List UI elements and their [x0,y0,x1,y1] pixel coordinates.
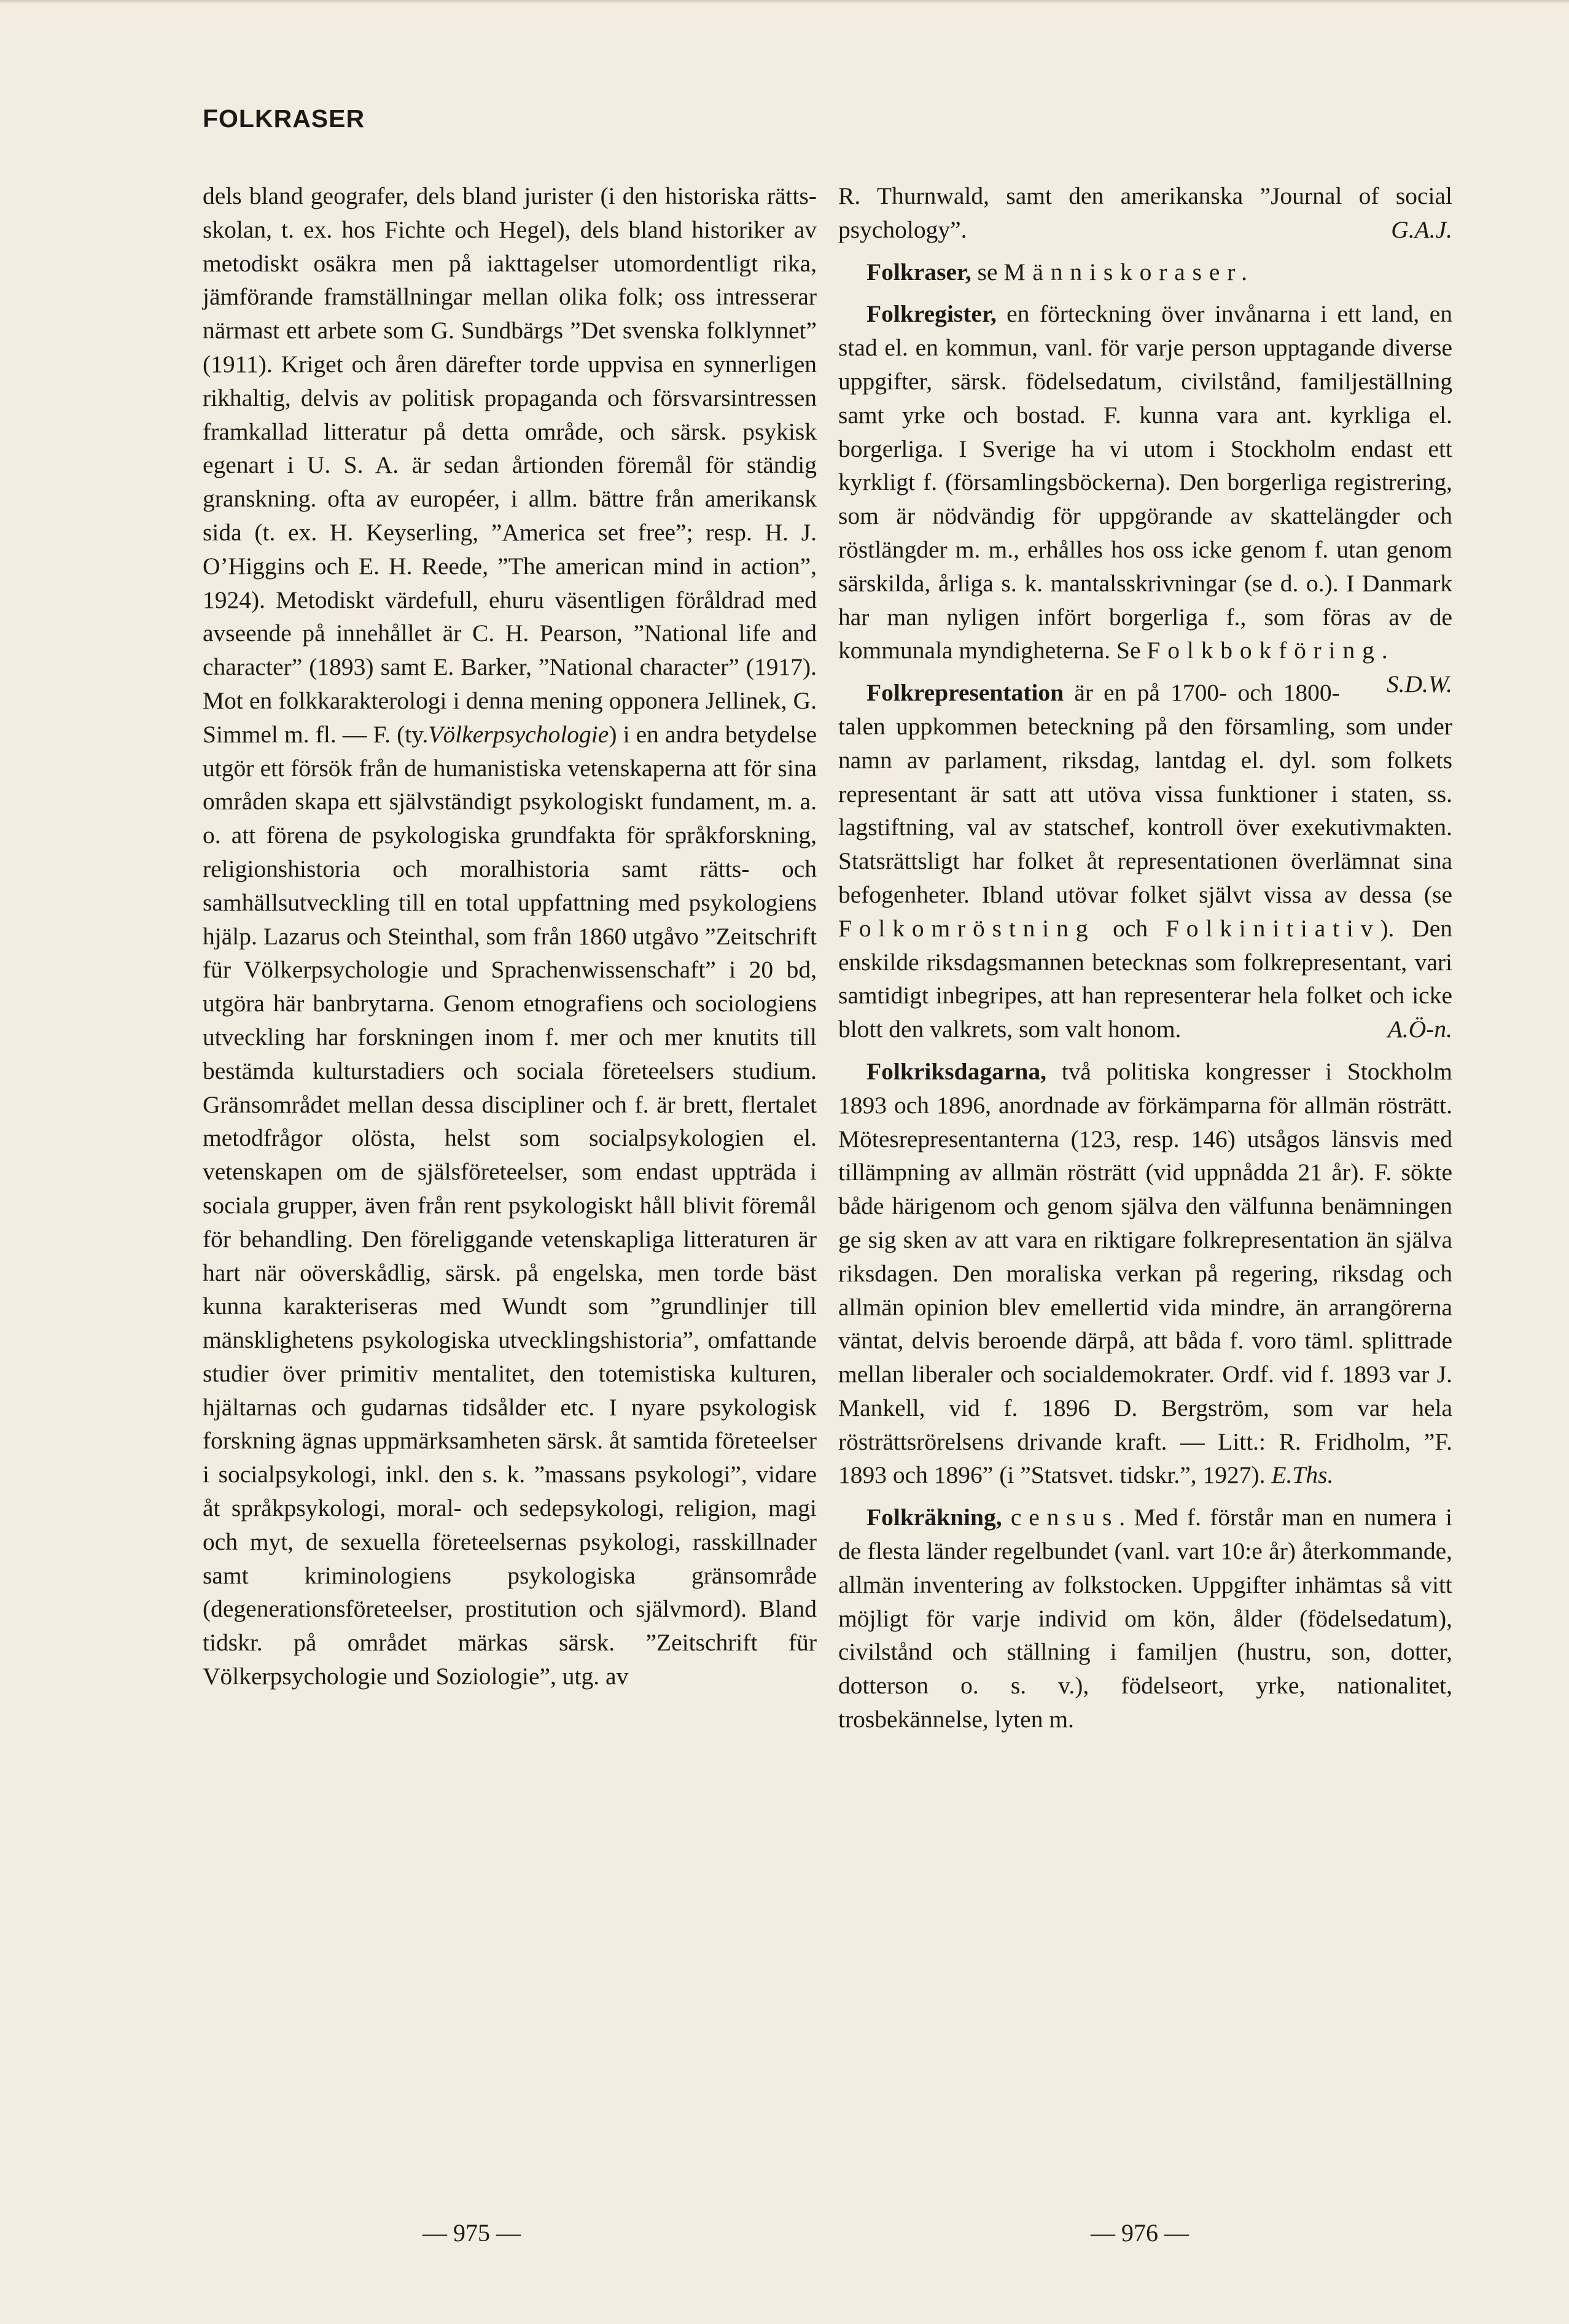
signature: G.A.J. [1391,216,1452,243]
running-head: FOLKRASER [203,104,365,133]
cross-reference: census [1010,1504,1119,1531]
cross-reference: Folkinitiativ [1165,914,1380,942]
signature: S.D.W. [1386,670,1452,698]
cross-reference: Folkbokföring [1147,637,1382,664]
headword: Folkräkning, [866,1504,1002,1531]
entry-folkraser: Folkraser, se Människoraser. [866,258,1255,286]
entry-folkrepresentation: Folkrepresentation är en på 1700- och 1800-talen uppkommen beteckning på den församling, som under namn av parlament, riksdag, lantdag el. dyl. som folkets representant är satt att utöva vissa funktioner i staten, ss. lagstiftning, val av statschef, kontroll över exekutivmakten. Statsrättsligt har folket åt representationen överlämnat sina befogenheter. Ibland utövar folket självt vissa av dessa (se Folkomröstning och Folkinitiativ). Den enskilde riksdagsmannen betecknas som folkrepresentant, vari samtidigt inbegripes, att han representerar hela folket och icke blott den valkrets, som valt honom. A.Ö-n. [838,676,1452,1046]
headword: Folkregister, [866,300,997,328]
entry-folkrakning: Folkräkning, census. Med f. förstår man en numera i de flesta länder regelbundet (vanl. vart 10:e år) återkommande, allmän inventering av folkstocken. Uppgifter inhämtas så vitt möjligt för varje individ om kön, ålder (födelsedatum), civilstånd och ställning i familjen (hustru, son, dotter, dotterson o. s. v.), födelseort, yrke, nationalitet, trosbekännelse, lyten m. [838,1504,1452,1733]
cross-reference: Folkomröstning [838,914,1096,942]
term-volkerpsychologie: Völkerpsychologie [428,720,609,748]
signature: A.Ö-n. [1387,1016,1452,1043]
headword: Folkrepresentation [866,679,1064,707]
entry-folkriksdagarna: Folkriksdagarna, två politiska kongresser i Stockholm 1893 och 1896, anordnade av förkämparna för allmän rösträtt. Mötesrepresentanterna (123, resp. 146) utsågos länsvis med tillämpning av allmän rösträtt (vid uppnådda 21 år). F. sökte både härigenom och genom själva den välfunna benämningen ge sig sken av att vara en riktigare folkrepresentation än själva riksdagen. Den moraliska verkan på regering, riksdag och allmän opinion blev emellertid vida mindre, än arrangörerna väntat, delvis beroende därpå, att båda f. voro täml. splittrade mellan liberaler och socialdemokrater. Ordf. vid f. 1893 var J. Mankell, vid f. 1896 D. Bergström, som var hela rösträttsrörelsens drivande kraft. — Litt.: R. Fridholm, ”F. 1893 och 1896” (i ”Statsvet. tidskr.”, 1927). E.Ths. [838,1057,1452,1489]
headword: Folkriksdagarna, [866,1057,1047,1085]
page-number-left: — 975 — [422,2219,521,2247]
left-column [203,179,817,1693]
top-edge-shadow [0,0,1569,4]
continuation-paragraph: R. Thurnwald, samt den amerikanska ”Journal of social psychology”. G.A.J. [838,179,1452,247]
page-number-right: — 976 — [1091,2219,1189,2247]
folkkarakterologi-continuation: dels bland geografer, dels bland jurister (i den historiska rätts-skolan, t. ex. hos Fichte och Hegel), dels bland historiker av metodiskt osäkra men på iakttagelser utomordentligt rika, jämförande framställningar mellan olika folk; oss intresserar närmast ett arbete som G. Sundbärgs ”Det svenska folklynnet” (1911). Kriget och åren därefter torde uppvisa en synnerligen rikhaltig, delvis av politisk propaganda och försvarsintressen framkallad litteratur på detta område, och särsk. psykisk egenart i U. S. A. är sedan årtionden föremål för ständig granskning. ofta av européer, i allm. bättre från amerikansk sida (t. ex. H. Keyserling, ”America set free”; resp. H. J. O’Higgins och E. H. Reede, ”The american mind in action”, 1924). Metodiskt värdefull, ehuru väsentligen föråldrad med avseende på innehållet är C. H. Pearson, ”National life and character” (1893) samt E. Barker, ”National character” (1917). Mot en folkkarakterologi i denna mening opponera Jellinek, G. Simmel m. fl. — F. (ty.Völkerpsychologie) i en andra betydelse utgör ett försök från de humanistiska vetenskaperna att för sina områden skapa ett självständigt psykologiskt fundament, m. a. o. att förena de psykologiska grundfakta för språkforskning, religionshistoria och moralhistoria samt rätts- och samhällsutveckling till en total uppfattning med psykologiens hjälp. Lazarus och Steinthal, som från 1860 utgåvo ”Zeitschrift für Völkerpsychologie und Sprachenwissenschaft” i 20 bd, utgöra här banbrytarna. Genom etnografiens och sociologiens utveckling har forskningen inom f. mer och mer knutits till bestämda kulturstadiers och sociala företeelsers studium. Gränsområdet mellan dessa discipliner och f. är brett, flertalet metodfrågor olösta, helst som socialpsykologien el. vetenskapen om de själsföreteelser, som endast uppträda i sociala grupper, även från rent psykologiskt håll blivit föremål för behandling. Den föreliggande vetenskapliga litteraturen är hart när oöverskådlig, särsk. på engelska, men torde bäst kunna karakteriseras med Wundt som ”grundlinjer till mänsklighetens psykologiska utvecklingshistoria”, omfattande studier över primitiv mentalitet, den totemistiska kulturen, hjältarnas och gudarnas tidsålder etc. I nyare psykologisk forskning ägnas uppmärksamheten särsk. åt samtida företeelser i socialpsykologi, inkl. den s. k. ”massans psykologi”, vidare åt språkpsykologi, moral- och sedepsykologi, religion, magi och myt, de sexuella företeelsernas psykologi, rasskillnader samt kriminologiens psykologiska gränsområde (degenerationsföreteelser, prostitution och självmord). Bland tidskr. på området märkas särsk. ”Zeitschrift für Völkerpsychologie und Soziologie”, utg. av [203,182,817,1690]
right-column [838,179,1452,1736]
signature: E.Ths. [1271,1461,1334,1489]
cross-reference: Människoraser. [1003,258,1255,286]
entry-folkregister: Folkregister, en förteckning över invånarna i ett land, en stad el. en kommun, vanl. för varje person upptagande diverse uppgifter, särsk. födelsedatum, civilstånd, familjeställning samt yrke och bostad. F. kunna vara ant. kyrkliga el. borgerliga. I Sverige ha vi utom i Stockholm endast ett kyrkligt f. (församlingsböckerna). Den borgerliga registrering, som är nödvändig för uppgörande av skattelängder och röstlängder m. m., erhålles hos oss icke genom f. utan genom särskilda, årliga s. k. mantalsskrivningar (se d. o.). I Danmark har man nyligen infört borgerliga f., som föras av de kommunala myndigheterna. Se Folkbokföring. S.D.W. [838,297,1452,667]
headword: Folkraser, [866,258,971,286]
